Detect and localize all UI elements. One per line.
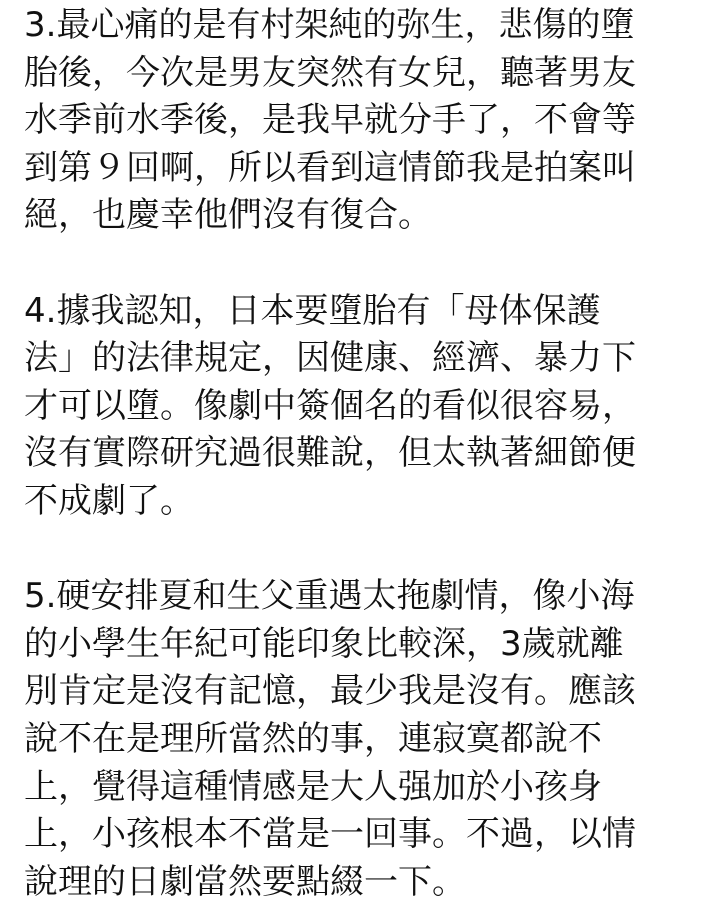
text-line: 沒有實際研究過很難說，但太執著細節便	[24, 433, 636, 474]
text-line: 4.據我認知，日本要墮胎有「母体保護	[24, 290, 601, 331]
paragraph-5	[24, 573, 719, 906]
text-line: 上，覺得這種情感是大人强加於小孩身	[24, 766, 602, 807]
text-line: 水季前水季後，是我早就分手了，不會等	[24, 100, 636, 141]
text-line: 3.最心痛的是有村架純的弥生，悲傷的墮	[24, 5, 635, 45]
paragraph-spacer	[24, 526, 719, 574]
text-line: 到第９回啊，所以看到這情節我是拍案叫	[24, 147, 636, 188]
text-line: 說理的日劇當然要點綴一下。	[24, 861, 466, 902]
text-line: 的小學生年紀可能印象比較深，3歲就離	[24, 623, 624, 664]
text-line: 法」的法律規定，因健康、經濟、暴力下	[24, 338, 636, 379]
paragraph-3	[24, 2, 719, 240]
text-line: 5.硬安排夏和生父重遇太拖劇情，像小海	[24, 576, 635, 617]
text-line: 才可以墮。像劇中簽個名的看似很容易，	[24, 385, 636, 426]
text-line: 絕，也慶幸他們沒有復合。	[24, 195, 432, 236]
text-line: 說不在是理所當然的事，連寂寞都說不	[24, 718, 602, 759]
text-line: 胎後，今次是男友突然有女兒，聽著男友	[24, 52, 636, 93]
text-line: 上，小孩根本不當是一回事。不過，以情	[24, 814, 636, 855]
paragraph-4	[24, 288, 719, 526]
text-line: 別肯定是沒有記憶，最少我是沒有。應該	[24, 671, 636, 712]
paragraph-spacer	[24, 240, 719, 288]
text-line: 不成劇了。	[24, 480, 194, 521]
